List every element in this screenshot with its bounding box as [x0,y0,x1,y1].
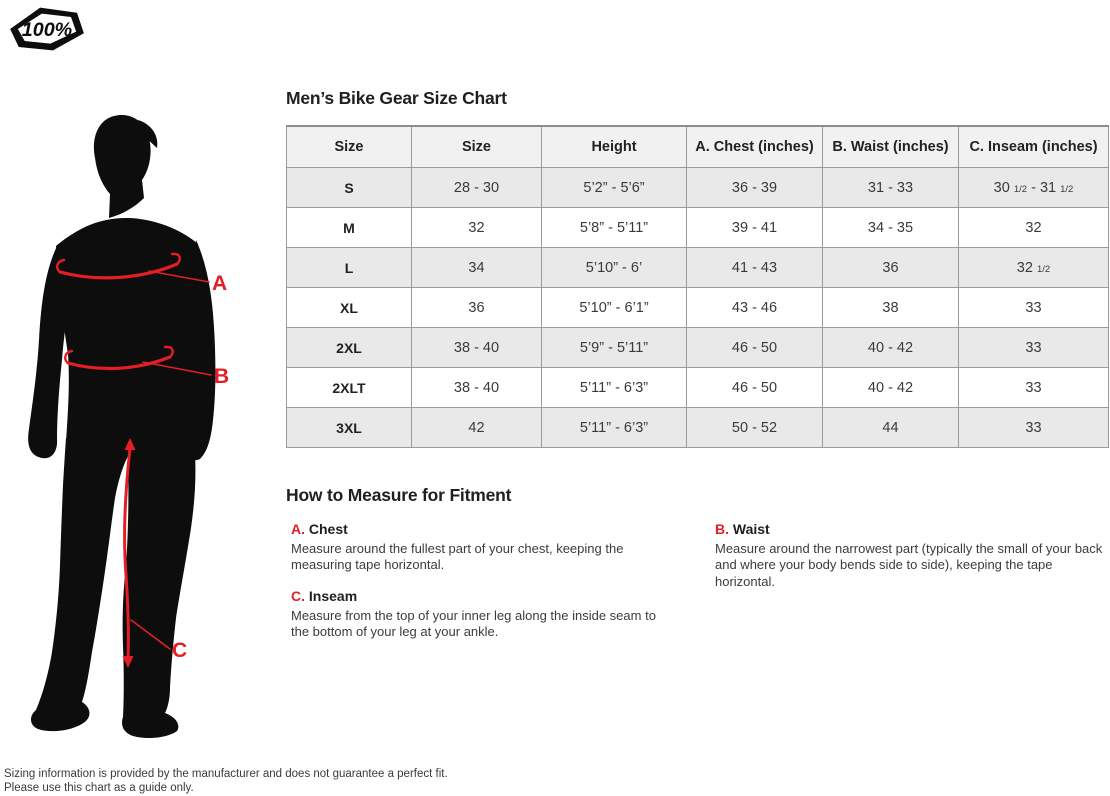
value-cell: 36 - 39 [687,168,823,208]
table-row [287,408,1109,448]
value-cell: 36 [412,288,542,328]
column-header: C. Inseam (inches) [959,126,1109,168]
size-cell: M [287,208,412,248]
value-cell: 50 - 52 [687,408,823,448]
male-silhouette-figure [2,100,282,750]
measure-letter-b: B. [715,521,729,537]
table-header-row [287,126,1109,168]
page-title: Men’s Bike Gear Size Chart [286,88,507,108]
value-cell: 38 - 40 [412,328,542,368]
measure-item-inseam-title [291,588,669,604]
value-cell: 44 [823,408,959,448]
measure-section-heading: How to Measure for Fitment [286,485,512,505]
brand-logo-badge-icon [8,5,86,53]
size-cell: 2XL [287,328,412,368]
table-row [287,288,1109,328]
column-header: A. Chest (inches) [687,126,823,168]
value-cell: 34 [412,248,542,288]
value-cell: 33 [959,408,1109,448]
measure-name-inseam: Inseam [308,588,358,604]
value-cell: 5’11” - 6’3” [542,368,687,408]
value-cell: 43 - 46 [687,288,823,328]
value-cell: 5’11” - 6’3” [542,408,687,448]
size-chart-table [286,125,1109,448]
measure-item-chest-title [291,521,669,537]
table-row [287,248,1109,288]
column-header: Size [412,126,542,168]
measure-name-waist: Waist [732,521,770,537]
measure-item-chest [291,521,669,574]
size-cell: L [287,248,412,288]
table-row [287,328,1109,368]
fraction-half: 1/2 [1060,183,1074,195]
measure-item-waist-title [715,521,1110,537]
table-row [287,208,1109,248]
size-cell: 3XL [287,408,412,448]
value-cell: 33 [959,368,1109,408]
footer-disclaimer-line2: Please use this chart as a guide only. [4,782,194,794]
value-cell: 33 [959,288,1109,328]
value-cell: 32 1/2 [959,248,1109,288]
measure-letter-c: C. [291,588,305,604]
fraction-half: 1/2 [1036,263,1051,275]
size-cell: S [287,168,412,208]
measure-item-inseam [291,588,669,641]
value-cell: 5’2” - 5’6” [542,168,687,208]
brand-logo-text: 100% [21,18,73,41]
footer-disclaimer-line1: Sizing information is provided by the manufacturer and does not guarantee a perfect fit. [4,768,448,780]
brand-logo [8,5,86,58]
value-cell: 40 - 42 [823,368,959,408]
measure-name-chest: Chest [308,521,348,537]
measure-text-waist: Measure around the narrowest part (typically the small of your back and where your body bends side to side), keeping the tape horizontal. [715,541,1103,589]
measure-text-inseam: Measure from the top of your inner leg along the inside seam to the bottom of your leg at your ankle. [291,608,656,640]
value-cell: 38 - 40 [412,368,542,408]
figure-label-c: C [172,639,188,662]
column-header: Height [542,126,687,168]
value-cell: 33 [959,328,1109,368]
value-cell: 46 - 50 [687,328,823,368]
value-cell: 34 - 35 [823,208,959,248]
value-cell: 31 - 33 [823,168,959,208]
value-cell: 42 [412,408,542,448]
value-cell: 46 - 50 [687,368,823,408]
value-cell: 38 [823,288,959,328]
value-cell: 5’10” - 6’ [542,248,687,288]
body-silhouette [28,115,215,738]
value-cell: 5’8” - 5’11” [542,208,687,248]
column-header: B. Waist (inches) [823,126,959,168]
value-cell: 32 [412,208,542,248]
column-header: Size [287,126,412,168]
value-cell: 28 - 30 [412,168,542,208]
size-cell: XL [287,288,412,328]
figure-label-b: B [214,365,230,388]
measure-letter-a: A. [291,521,305,537]
value-cell: 40 - 42 [823,328,959,368]
value-cell: 41 - 43 [687,248,823,288]
table-row [287,368,1109,408]
measure-item-waist [715,521,1110,590]
value-cell: 5’9” - 5’11” [542,328,687,368]
value-cell: 5’10” - 6’1” [542,288,687,328]
figure-label-a: A [212,272,228,295]
value-cell: 32 [959,208,1109,248]
value-cell: 39 - 41 [687,208,823,248]
table-row [287,168,1109,208]
value-cell: 36 [823,248,959,288]
value-cell: 30 1/2 - 31 1/2 [959,168,1109,208]
size-chart-table-container [286,125,1109,448]
measure-text-chest: Measure around the fullest part of your chest, keeping the measuring tape horizontal. [291,541,624,573]
size-cell: 2XLT [287,368,412,408]
fraction-half: 1/2 [1013,183,1028,195]
